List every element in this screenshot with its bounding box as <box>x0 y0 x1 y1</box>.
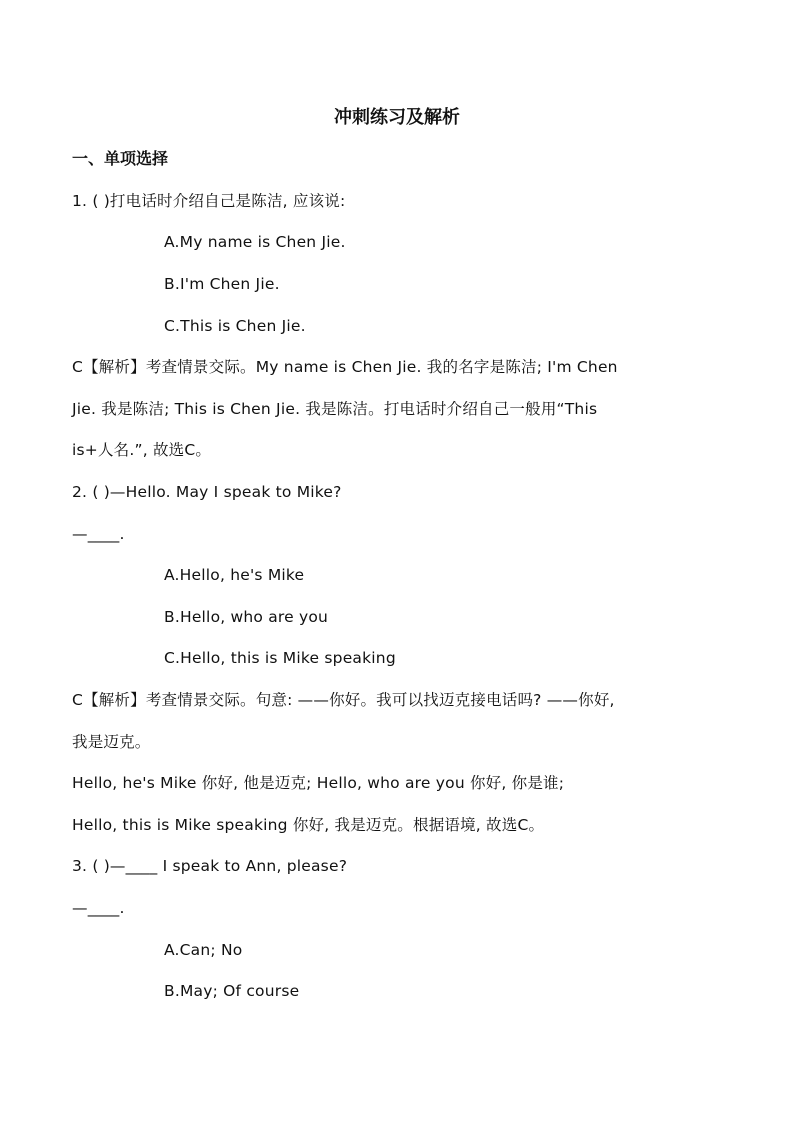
question-2-analysis-line-2: 我是迈克。 <box>72 733 151 751</box>
question-3-reply: —____. <box>72 899 125 917</box>
question-2-option-c: C.Hello, this is Mike speaking <box>164 649 396 667</box>
question-2-option-b: B.Hello, who are you <box>164 608 329 626</box>
question-2-option-a: A.Hello, he's Mike <box>164 566 305 584</box>
question-1-analysis-line-1: C【解析】考查情景交际。My name is Chen Jie. 我的名字是陈洁; I'm Chen <box>72 358 618 376</box>
question-2-stem: 2. ( )—Hello. May I speak to Mike? <box>72 483 342 501</box>
question-1-stem: 1. ( )打电话时介绍自己是陈洁, 应该说: <box>72 192 346 210</box>
section-heading: 一、单项选择 <box>72 149 169 168</box>
question-1-analysis-line-3: is+人名.”, 故选C。 <box>72 441 212 459</box>
question-3-option-b: B.May; Of course <box>164 982 300 1000</box>
question-1-option-c: C.This is Chen Jie. <box>164 317 306 335</box>
question-1-analysis-line-2: Jie. 我是陈洁; This is Chen Jie. 我是陈洁。打电话时介绍自己一般用“This <box>72 400 598 418</box>
question-1-option-a: A.My name is Chen Jie. <box>164 233 346 251</box>
question-3-option-a: A.Can; No <box>164 941 243 959</box>
page-title: 冲刺练习及解析 <box>334 107 460 128</box>
question-1-option-b: B.I'm Chen Jie. <box>164 275 280 293</box>
question-2-reply: —____. <box>72 525 125 543</box>
question-2-analysis-line-1: C【解析】考查情景交际。句意: ——你好。我可以找迈克接电话吗? ——你好, <box>72 691 615 709</box>
question-2-analysis-line-4: Hello, this is Mike speaking 你好, 我是迈克。根据语境, 故选C。 <box>72 816 545 834</box>
question-2-analysis-line-3: Hello, he's Mike 你好, 他是迈克; Hello, who are you 你好, 你是谁; <box>72 774 565 792</box>
question-3-stem: 3. ( )—____ I speak to Ann, please? <box>72 857 348 875</box>
